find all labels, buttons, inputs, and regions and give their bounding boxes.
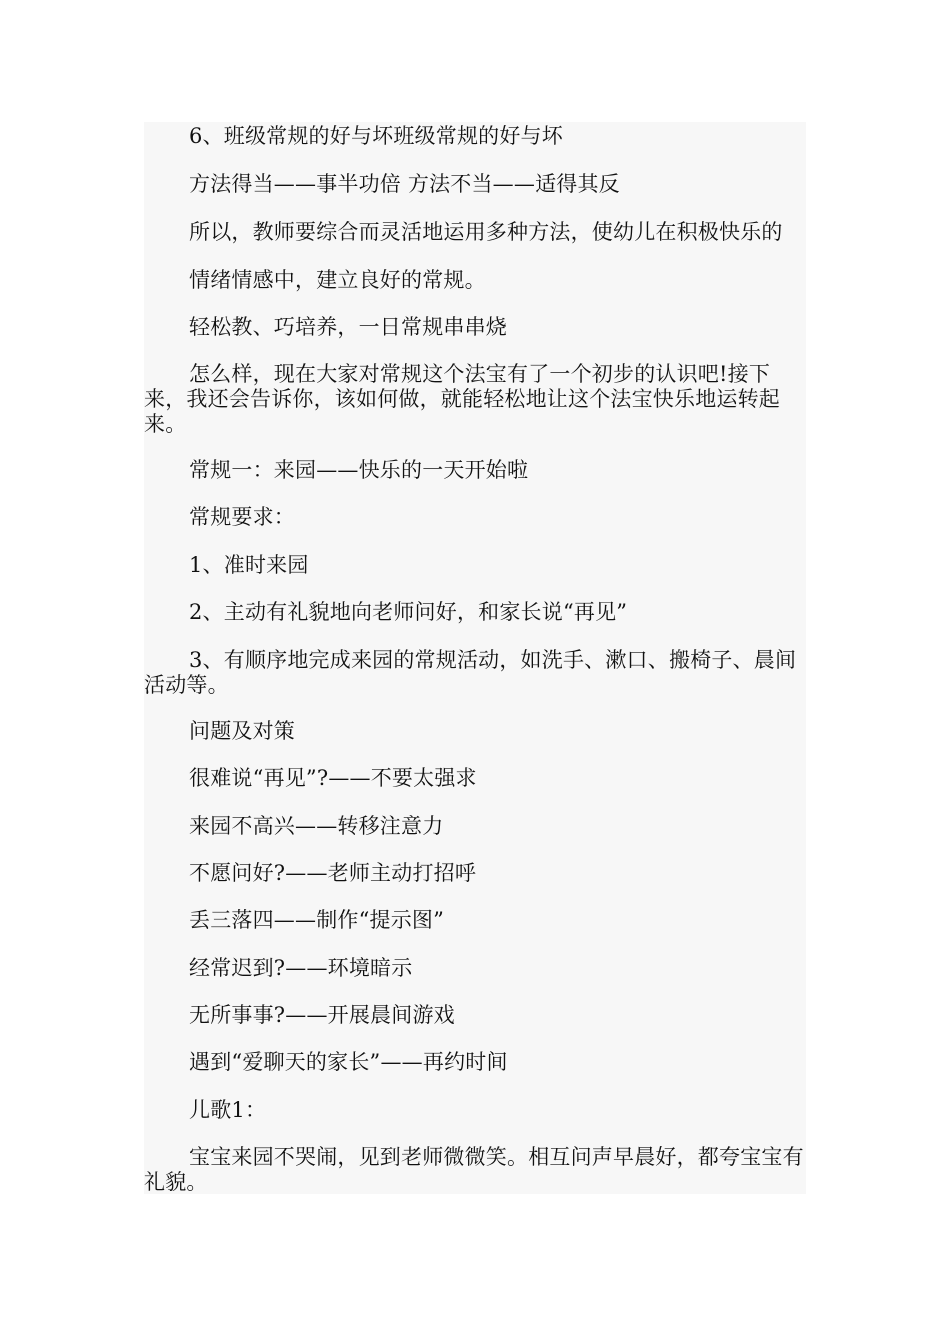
- paragraph: 轻松教、巧培养，一日常规串串烧: [189, 315, 507, 339]
- text-block: [144, 122, 806, 1194]
- list-item: 2、主动有礼貌地向老师问好，和家长说“再见”: [189, 600, 628, 624]
- paragraph: 很难说“再见”?——不要太强求: [189, 766, 477, 790]
- section-heading: 6、班级常规的好与坏班级常规的好与坏: [189, 124, 563, 148]
- subsection-heading: 常规一：来园——快乐的一天开始啦: [189, 458, 529, 482]
- paragraph: 情绪情感中，建立良好的常规。: [189, 268, 486, 292]
- paragraph: 方法得当——事半功倍 方法不当——适得其反: [189, 172, 620, 196]
- paragraph: 无所事事?——开展晨间游戏: [189, 1003, 455, 1027]
- paragraph: 怎么样，现在大家对常规这个法宝有了一个初步的认识吧!接下来，我还会告诉你，该如何做，就能轻松地让这个法宝快乐地运转起来。: [144, 362, 780, 436]
- paragraph: 丢三落四——制作“提示图”: [189, 908, 445, 932]
- paragraph: 不愿问好?——老师主动打招呼: [189, 861, 477, 885]
- list-item: 3、有顺序地完成来园的常规活动，如洗手、漱口、搬椅子、晨间活动等。: [144, 648, 797, 697]
- paragraph: 遇到“爱聊天的家长”——再约时间: [189, 1050, 508, 1074]
- paragraph: 来园不高兴——转移注意力: [189, 814, 444, 838]
- list-item: 1、准时来园: [189, 553, 309, 577]
- paragraph: 儿歌1：: [189, 1098, 267, 1122]
- paragraph: 问题及对策: [189, 719, 295, 743]
- paragraph: 所以，教师要综合而灵活地运用多种方法，使幼儿在积极快乐的: [189, 220, 783, 244]
- paragraph: 常规要求：: [189, 505, 295, 529]
- paragraph: 经常迟到?——环境暗示: [189, 956, 413, 980]
- paragraph: 宝宝来园不哭闹，见到老师微微笑。相互问声早晨好，都夸宝宝有礼貌。: [144, 1145, 804, 1194]
